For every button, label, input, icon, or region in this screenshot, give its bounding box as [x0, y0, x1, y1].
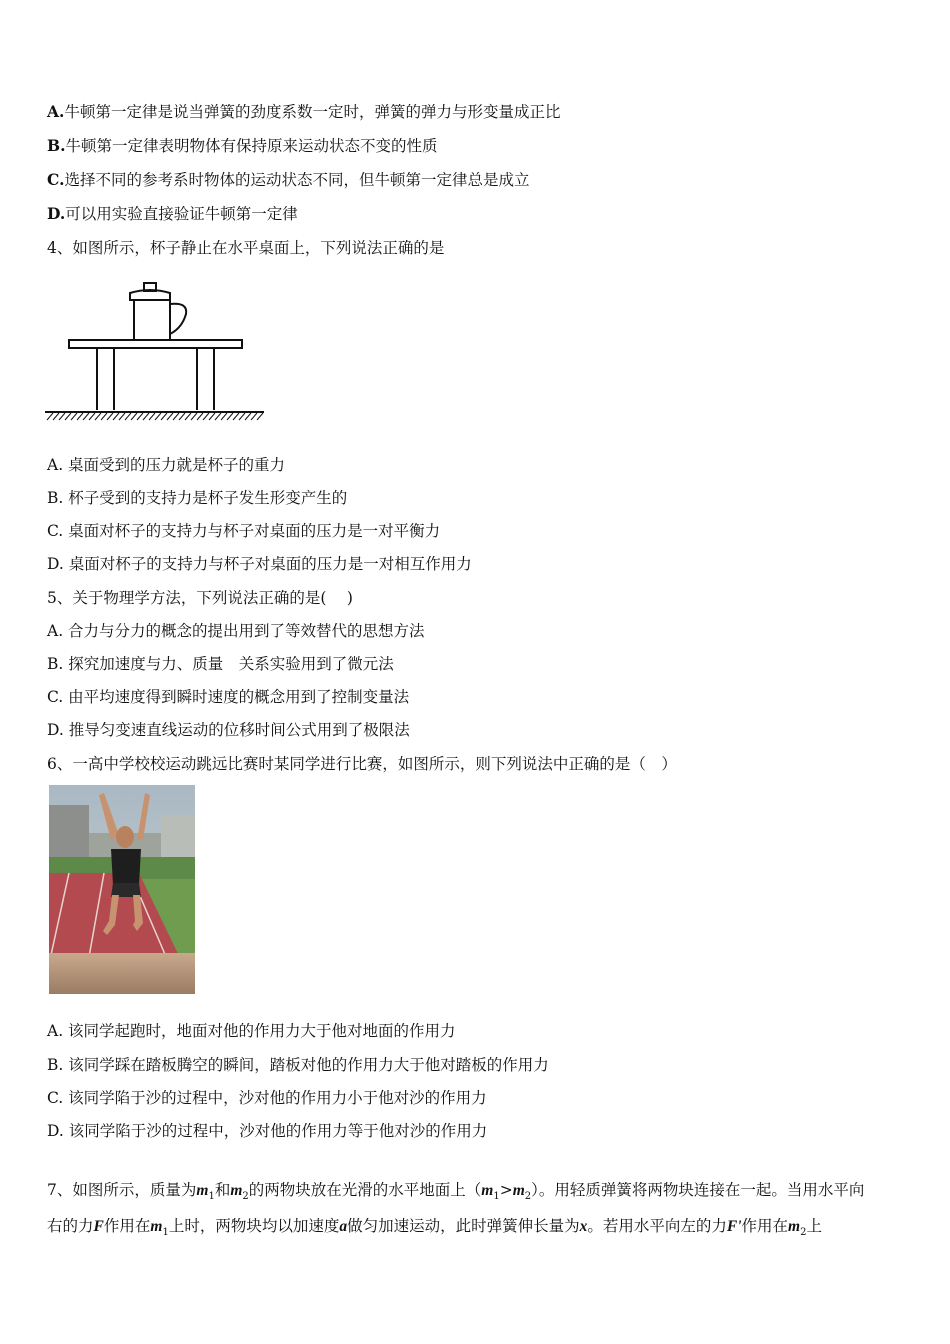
q4-option-c: C. 桌面对杯子的支持力与杯子对桌面的压力是一对平衡力: [47, 522, 441, 540]
q7-text: 的两物块放在光滑的水平地面上（: [248, 1181, 482, 1199]
option-letter: A.: [47, 102, 65, 121]
var-m: m: [481, 1182, 494, 1199]
option-text: 选择不同的参考系时物体的运动状态不同，但牛顿第一定律总是成立: [64, 171, 530, 189]
sand-pit: [49, 953, 195, 994]
q4-option-a: A. 桌面受到的压力就是杯子的重力: [47, 456, 286, 474]
var-m: m: [788, 1218, 801, 1235]
q7-text: 作用在: [741, 1217, 789, 1235]
q4-option-b: B. 杯子受到的支持力是杯子发生形变产生的: [47, 489, 348, 507]
q6-option-b: B. 该同学踩在踏板腾空的瞬间，踏板对他的作用力大于他对踏板的作用力: [47, 1056, 549, 1074]
cup-on-table-figure: [42, 278, 268, 424]
option-letter: C.: [47, 170, 65, 189]
subscript: 2: [242, 1191, 249, 1203]
subscript: 2: [800, 1227, 807, 1239]
subscript: 1: [493, 1191, 500, 1203]
q5-option-d: D. 推导匀变速直线运动的位移时间公式用到了极限法: [47, 721, 410, 739]
option-text: 牛顿第一定律是说当弹簧的劲度系数一定时，弹簧的弹力与形变量成正比: [64, 103, 561, 121]
q6-option-a: A. 该同学起跑时，地面对他的作用力大于他对地面的作用力: [47, 1022, 456, 1040]
q7-line-1: [47, 1180, 907, 1207]
q6-option-d: D. 该同学陷于沙的过程中，沙对他的作用力等于他对沙的作用力: [47, 1122, 488, 1140]
q7-text: 。若用水平向左的力: [587, 1217, 727, 1235]
var-m: m: [230, 1182, 243, 1199]
q4-stem: 4、如图所示，杯子静止在水平桌面上，下列说法正确的是: [47, 239, 445, 257]
option-text: 可以用实验直接验证牛顿第一定律: [65, 205, 298, 223]
q7-text: 做匀加速运动，此时弹簧伸长量为: [347, 1217, 580, 1235]
q7-text: 右的力: [47, 1217, 94, 1235]
option-text: 牛顿第一定律表明物体有保持原来运动状态不变的性质: [65, 137, 438, 155]
torso: [111, 849, 141, 885]
q7-text: 和: [214, 1181, 231, 1199]
shorts: [111, 883, 141, 897]
building-right: [161, 815, 195, 860]
q6-option-c: C. 该同学陷于沙的过程中，沙对他的作用力小于他对沙的作用力: [47, 1089, 487, 1107]
q7-text: 7、如图所示，质量为: [47, 1181, 197, 1199]
subscript: 2: [524, 1191, 532, 1203]
var-m: m: [512, 1182, 525, 1199]
var-x: x: [579, 1218, 588, 1235]
q5-stem: 5、关于物理学方法，下列说法正确的是( ): [47, 589, 353, 607]
option-letter: D.: [47, 204, 66, 223]
q5-option-a: A. 合力与分力的概念的提出用到了等效替代的思想方法: [47, 622, 425, 640]
q5-option-c: C. 由平均速度得到瞬时速度的概念用到了控制变量法: [47, 688, 410, 706]
subscript: 1: [208, 1191, 215, 1203]
greater-than: >: [499, 1181, 513, 1199]
var-m: m: [196, 1182, 209, 1199]
ground-hatching: [47, 413, 263, 420]
q4-option-d: D. 桌面对杯子的支持力与杯子对桌面的压力是一对相互作用力: [47, 555, 472, 573]
q6-stem: 6、一高中学校校运动跳远比赛时某同学进行比赛，如图所示，则下列说法中正确的是（ ）: [47, 755, 677, 773]
var-F: F: [93, 1218, 104, 1235]
var-F-prime: F': [726, 1218, 742, 1235]
long-jump-photo: [49, 785, 195, 994]
option-letter: B.: [47, 136, 66, 155]
cup-body: [134, 300, 170, 340]
building-left: [49, 805, 89, 860]
subscript: 1: [162, 1227, 169, 1239]
q5-option-b: B. 探究加速度与力、质量 关系实验用到了微元法: [47, 655, 394, 673]
q7-text: 上: [806, 1217, 822, 1235]
q7-line-2: [47, 1216, 907, 1243]
var-a: a: [339, 1218, 348, 1235]
q3-option-d: [47, 204, 298, 224]
q3-option-c: [47, 170, 529, 190]
q7-text: ）。用轻质弹簧将两物块连接在一起。当用水平向: [531, 1181, 865, 1199]
table-top: [69, 340, 242, 348]
q7-text: 上时，两物块均以加速度: [168, 1217, 340, 1235]
q3-option-b: [47, 136, 438, 156]
cup-handle: [170, 304, 186, 334]
head: [116, 826, 134, 848]
var-m: m: [150, 1218, 163, 1235]
q3-option-a: [47, 102, 560, 122]
q7-text: 作用在: [103, 1217, 151, 1235]
